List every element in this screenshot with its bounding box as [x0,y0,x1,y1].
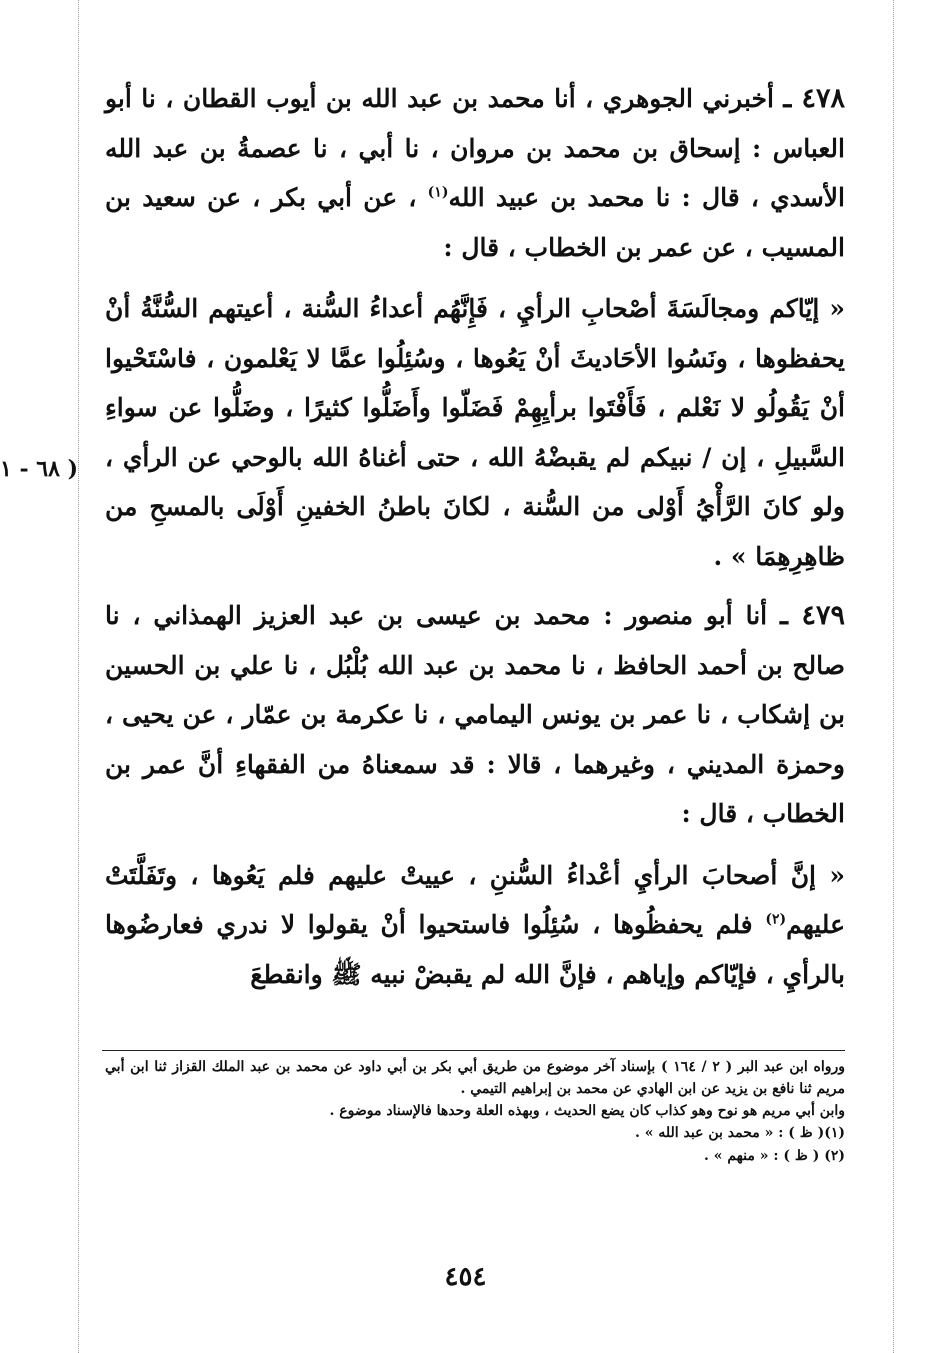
footnote-1: (١)( ظ ) : « محمد بن عبد الله » . [634,1125,845,1141]
page-number: ٤٥٤ [444,1262,487,1292]
quote-text: « إنَّ أصحابَ الرأيِ أعْداءُ السُّننِ ، عييتْ عليهم فلم يَعُوها ، وتَفَلَّتَتْ عليهم [105,860,845,939]
entry-text: أخبرني الجوهري ، أنا محمد بن عبد الله بن أيوب القطان ، نا أبو العباس : إسحاق بن محمد بن مروان ، نا أبي ، نا عصمةُ بن عبد الله الأسدي ، قال : نا محمد بن عبيد الله [105,84,845,212]
footnote-separator [102,1050,845,1051]
footnote-ref: (٢) [765,911,787,928]
quote-478: « إيّاكم ومجالَسَةَ أصْحابِ الرأيِ ، فَإِنَّهُم أعداءُ السُّنة ، أعيتهم السُّنَّةُ أنْ يحفظوها ، ونَسُوا الأحَاديثَ أنْ يَعُوها ، وسُئِلُوا عمَّا لا يَعْلمون ، فاسْتَحْيوا أنْ يَقُولُو لا نَعْلم ، فَأَفْتَوا برأيِهِمْ فَضَلّوا وأَضَلُّوا كثيرًا ، وضَلُّوا عن سواءِ السَّبيلِ ، إن / نبيكم لم يقبضْهُ الله ، حتى أغناهُ الله بالوحي عن الرأي ، ولو كانَ الرَّأْيُ أَوْلى من السُّنة ، لكانَ باطنُ الخفينِ أَوْلَى بالمسحِ من ظاهِرِهِمَا » . [105,294,845,571]
footnote-2: (٢) ( ظ ) : « منهم » . [703,1148,845,1164]
quote-text-continued: فلم يحفظُوها ، سُئِلُوا فاستحيوا أنْ يقولوا لا ندري فعارضُوها بالرأيِ ، فإيّاكم وإياهم ، فإنَّ الله لم يقبضْ نبيه ﷺ وانقطعَ [105,910,845,989]
footnote-ref: (١) [427,184,449,201]
right-margin-border [893,0,894,1353]
main-text [105,74,845,999]
quote-479 [105,851,845,1000]
entry-number: ٤٧٨ ـ [783,83,845,114]
entry-text: أنا أبو منصور : محمد بن عيسى بن عبد العزيز الهمذاني ، نا صالح بن أحمد الحافظ ، نا محمد بن عبد الله بُلْبُل ، نا علي بن الحسين بن إشكاب ، نا عمر بن يونس اليمامي ، نا عكرمة بن عمّار ، عن يحيى ، وحمزة المديني ، وغيرهما ، قالا : قد سمعناهُ من الفقهاءِ أنَّ عمر بن الخطاب ، قال : [105,601,845,828]
left-margin-border [78,0,79,1353]
entry-number: ٤٧٩ ـ [779,600,845,631]
margin-reference: ( ٦٨ - ١ [0,456,78,482]
footnote-continuation: ورواه ابن عبد البر ( ٢ / ١٦٤ ) بإسناد آخر موضوع من طريق أبي بكر بن أبي داود عن محمد بن عبد الملك القزاز ثنا ابن أبي مريم ثنا نافع بن يزيد عن ابن الهادي عن محمد بن إبراهيم التيمي . [105,1059,845,1097]
footnote-continuation: وابن أبي مريم هو نوح وهو كذاب كان يضع الحديث ، وبهذه العلة وحدها فالإسناد موضوع . [329,1103,845,1119]
entry-478 [105,74,845,272]
entry-text-continued: ، عن أبي بكر ، عن سعيد بن المسيب ، عن عمر بن الخطاب ، قال : [105,183,845,262]
entry-479 [105,591,845,839]
footnotes [105,1056,845,1168]
